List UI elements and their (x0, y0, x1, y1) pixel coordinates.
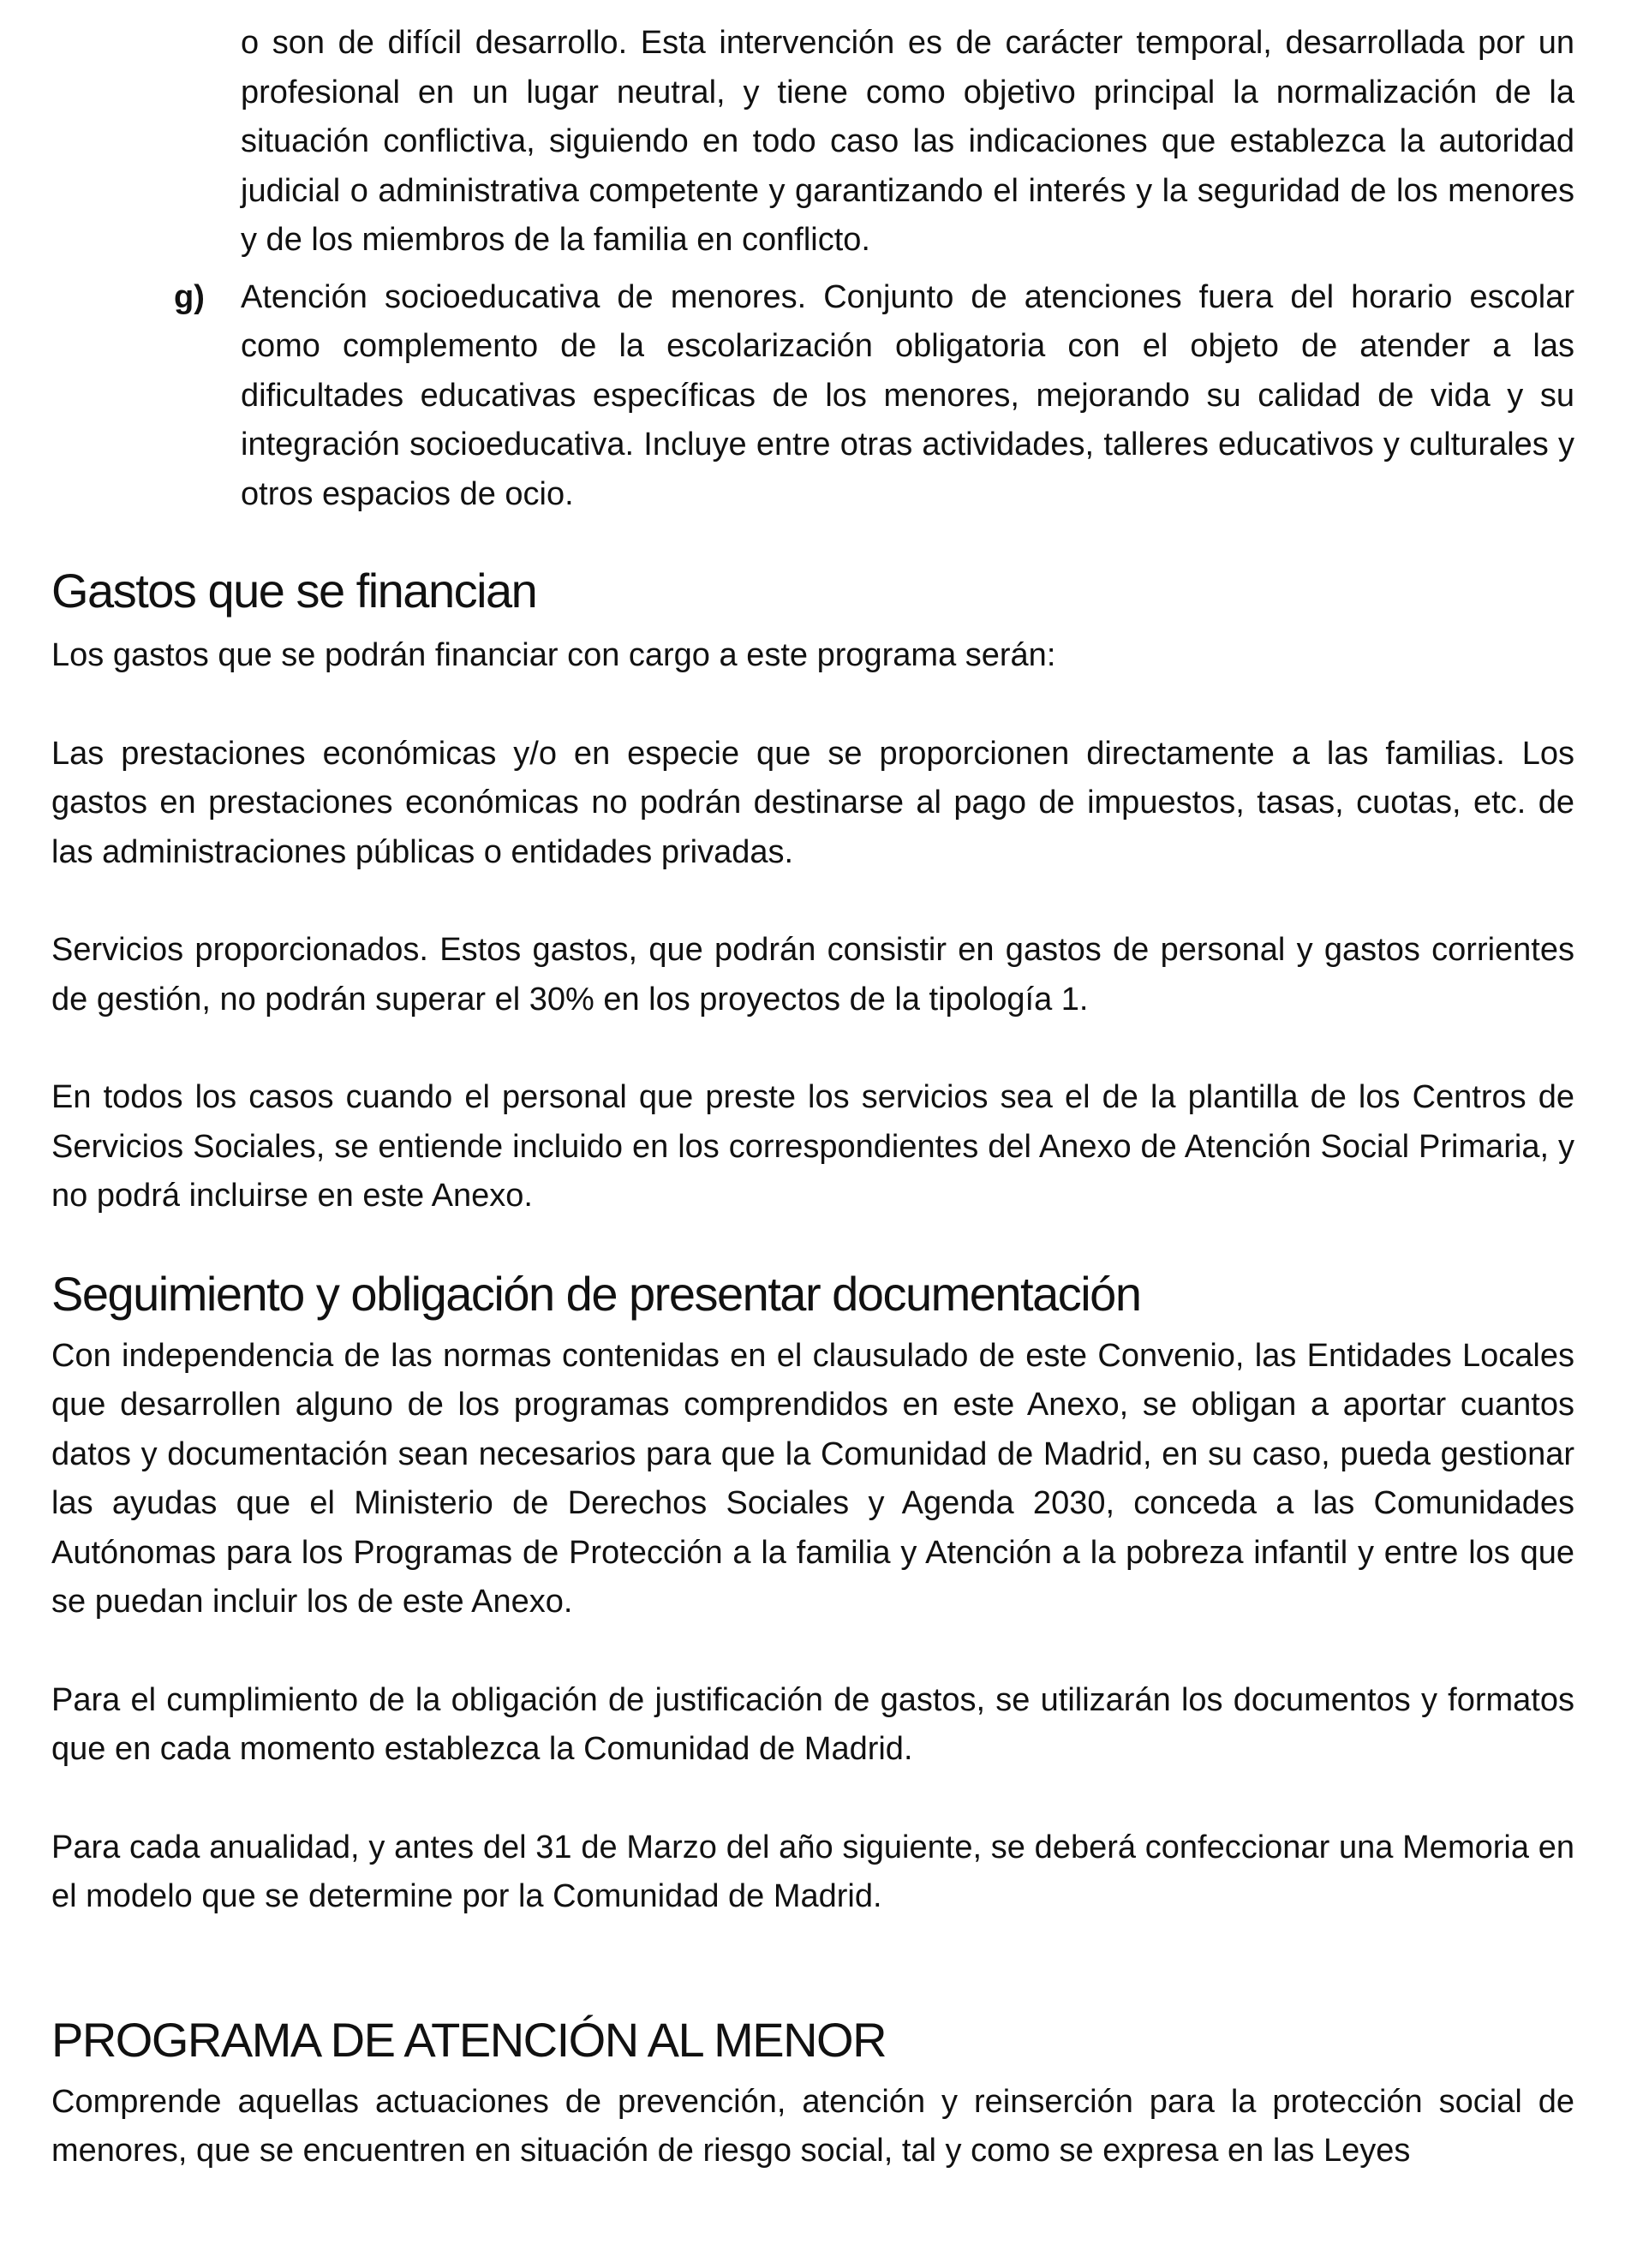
seguimiento-paragraph-3: Para cada anualidad, y antes del 31 de Marzo del año siguiente, se deberá confeccionar una Memoria en el modelo que se determine por la Comunidad de Madrid. (51, 1829, 1574, 1914)
list-item-text: Atención socioeducativa de menores. Conjunto de atenciones fuera del horario escolar como complemento de la escolarización obligatoria con el objeto de atender a las dificultades educativas específicas de los menores, mejorando su calidad de vida y su integración socioeducativa. Incluye entre otras actividades, talleres educativos y culturales y otros espacios de ocio. (241, 278, 1574, 512)
gastos-paragraph-2: Las prestaciones económicas y/o en especie que se proporcionen directamente a las familias. Los gastos en prestaciones económicas no podrán destinarse al pago de impuestos, tasas, cuotas, etc. de las administraciones públicas o entidades privadas. (51, 735, 1574, 870)
document-page (51, 19, 1574, 2176)
section-heading-programa: PROGRAMA DE ATENCIÓN AL MENOR (51, 2012, 887, 2067)
gastos-paragraph-3: Servicios proporcionados. Estos gastos, que podrán consistir en gastos de personal y gastos corrientes de gestión, no podrán superar el 30% en los proyectos de la tipología 1. (51, 932, 1574, 1018)
section-heading-seguimiento: Seguimiento y obligación de presentar documentación (51, 1266, 1141, 1321)
gastos-paragraph-1: Los gastos que se podrán financiar con cargo a este programa serán: (51, 637, 1056, 673)
section-heading-gastos: Gastos que se financian (51, 564, 537, 618)
seguimiento-paragraph-1: Con independencia de las normas contenidas en el clausulado de este Convenio, las Entidades Locales que desarrollen alguno de los programas comprendidos en este Anexo, se obligan a aportar cuantos datos y documentación sean necesarios para que la Comunidad de Madrid, en su caso, pueda gestionar las ayudas que el Ministerio de Derechos Sociales y Agenda 2030, conceda a las Comunidades Autónomas para los Programas de Protección a la familia y Atención a la pobreza infantil y entre los que se puedan incluir los de este Anexo. (51, 1337, 1574, 1620)
list-item-g (174, 273, 1574, 520)
seguimiento-paragraph-2: Para el cumplimiento de la obligación de justificación de gastos, se utilizarán los documentos y formatos que en cada momento establezca la Comunidad de Madrid. (51, 1681, 1574, 1767)
continuation-paragraph: o son de difícil desarrollo. Esta intervención es de carácter temporal, desarrollada por un profesional en un lugar neutral, y tiene como objetivo principal la normalización de la situación conflictiva, siguiendo en todo caso las indicaciones que establezca la autoridad judicial o administrativa competente y garantizando el interés y la seguridad de los menores y de los miembros de la familia en conflicto. (241, 25, 1574, 258)
programa-paragraph-1: Comprende aquellas actuaciones de prevención, atención y reinserción para la protección social de menores, que se encuentren en situación de riesgo social, tal y como se expresa en las Leyes (51, 2083, 1574, 2169)
gastos-paragraph-4: En todos los casos cuando el personal que preste los servicios sea el de la plantilla de los Centros de Servicios Sociales, se entiende incluido en los correspondientes del Anexo de Atención Social Primaria, y no podrá incluirse en este Anexo. (51, 1079, 1574, 1214)
list-item-marker: g) (174, 278, 205, 315)
